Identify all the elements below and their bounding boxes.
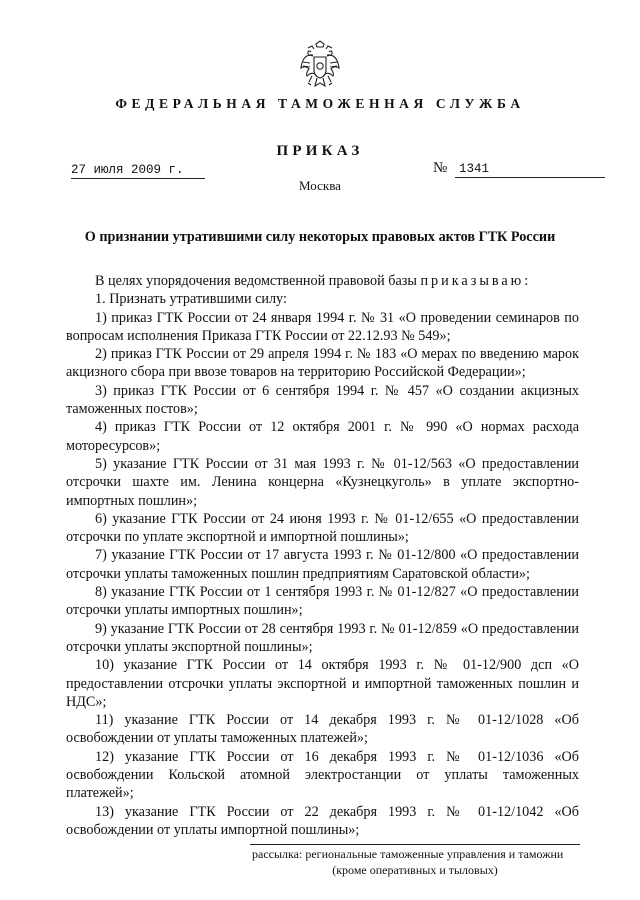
mailing-list: [250, 844, 580, 878]
document-subject: О признании утратившими силу некоторых правовых актов ГТК России: [84, 229, 556, 245]
list-item: 10) указание ГТК России от 14 октября 1993 г. № 01-12/900 дсп «О предоставлении отсрочки уплаты экспортной и импортной таможенных пошлин и НДС»;: [66, 657, 579, 710]
number-sign: №: [433, 160, 448, 176]
intro-verb: приказываю:: [420, 273, 532, 289]
intro-paragraph: [66, 272, 579, 290]
double-headed-eagle-emblem-icon: [299, 40, 341, 92]
intro-text: В целях упорядочения ведомственной правовой базы: [95, 273, 417, 289]
list-item: 6) указание ГТК России от 24 июня 1993 г. № 01-12/655 «О предоставлении отсрочки по уплате экспортной и импортной пошлины»;: [66, 510, 579, 546]
list-item: 9) указание ГТК России от 28 сентября 1993 г. № 01-12/859 «О предоставлении отсрочки уплаты экспортной пошлины»;: [66, 620, 579, 655]
point-1: 1. Признать утратившими силу:: [95, 291, 287, 308]
list-item: 1) приказ ГТК России от 24 января 1994 г. № 31 «О проведении семинаров по вопросам исполнения Приказа ГТК России от 22.12.93 № 549»;: [66, 309, 579, 344]
number-underline: [455, 160, 605, 178]
agency-name: ФЕДЕРАЛЬНАЯ ТАМОЖЕННАЯ СЛУЖБА: [115, 96, 525, 111]
document-date: 27 июля 2009 г.: [71, 163, 184, 177]
list-item: 11) указание ГТК России от 14 декабря 1993 г. № 01-12/1028 «Об освобождении от уплаты таможенных платежей»;: [66, 712, 579, 747]
list-item: 12) указание ГТК России от 16 декабря 1993 г. № 01-12/1036 «Об освобождении Кольской атомной электростанции от уплаты таможенных платежей»;: [66, 748, 579, 802]
document-number: 1341: [459, 162, 490, 176]
document-type: ПРИКАЗ: [276, 143, 364, 159]
list-item: 4) приказ ГТК России от 12 октября 2001 г. № 990 «О нормах расхода моторесурсов»;: [66, 419, 579, 454]
document-body: [66, 272, 579, 839]
list-item: 3) приказ ГТК России от 6 сентября 1994 г. № 457 «О создании акцизных таможенных постов»;: [66, 382, 579, 418]
list-item: 5) указание ГТК России от 31 мая 1993 г. № 01-12/563 «О предоставлении отсрочки шахте им. Ленина концерна «Кузнецкуголь» в уплате экспортно-импортных пошлин»;: [66, 455, 579, 509]
list-item: 8) указание ГТК России от 1 сентября 1993 г. № 01-12/827 «О предоставлении отсрочки уплаты импортных пошлин»;: [66, 584, 579, 619]
date-field: [71, 160, 205, 179]
mailing-line-1: рассылка: региональные таможенные управления и таможни: [252, 847, 564, 861]
list-item: 2) приказ ГТК России от 29 апреля 1994 г. № 183 «О мерах по введению марок акцизного сбора при ввозе товаров на территорию Российской Федерации»;: [66, 346, 579, 381]
issue-city: Москва: [299, 178, 341, 193]
list-item: 7) указание ГТК России от 17 августа 1993 г. № 01-12/800 «О предоставлении отсрочки уплаты таможенных пошлин предприятиям Саратовской области»;: [66, 547, 579, 582]
mailing-line-2: (кроме оперативных и тыловых): [332, 863, 498, 877]
list-item: 13) указание ГТК России от 22 декабря 1993 г. № 01-12/1042 «Об освобождении от уплаты импортной пошлины»;: [66, 803, 579, 838]
